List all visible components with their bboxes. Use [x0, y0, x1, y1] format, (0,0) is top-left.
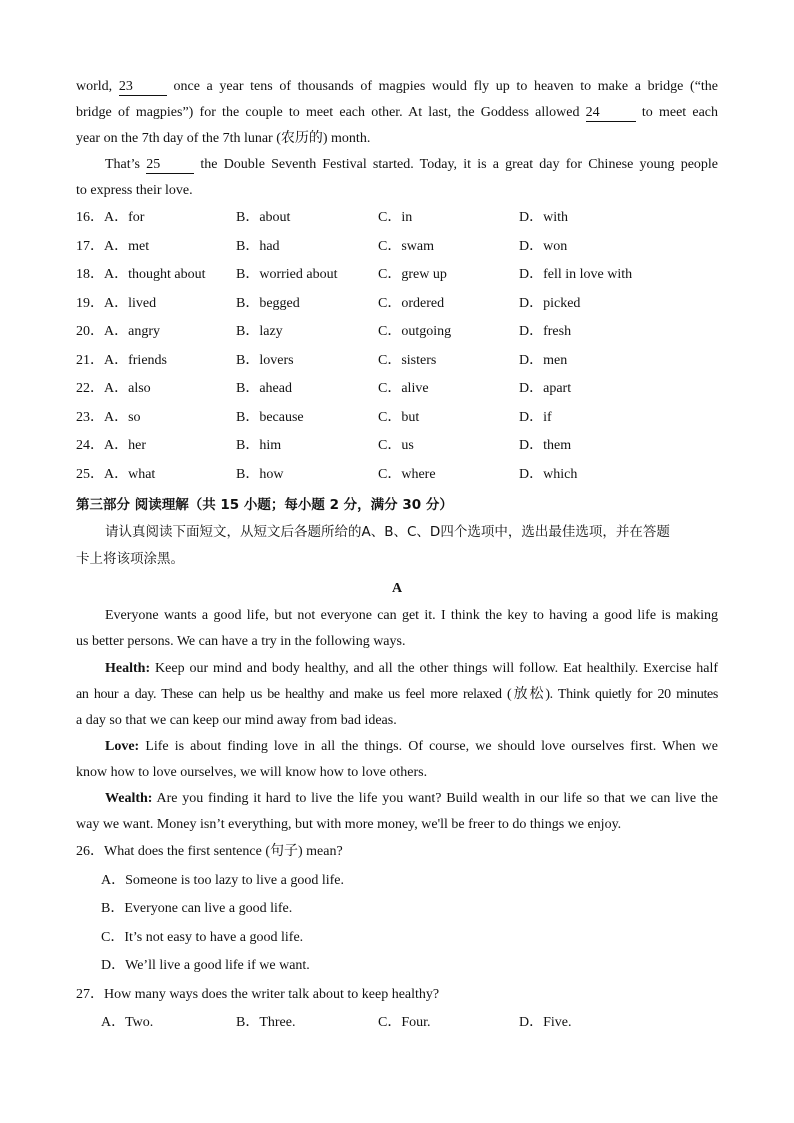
cloze-line: to express their love. [76, 183, 193, 198]
question-26 [76, 838, 718, 981]
option-b: B．him [236, 438, 282, 453]
option-a: A．met [104, 238, 150, 254]
love-label: Love: [105, 739, 140, 754]
cloze-text: That’s [105, 157, 140, 172]
option-row-27 [76, 1009, 718, 1038]
option-b: B．begged [236, 295, 300, 311]
passage-line [76, 786, 718, 812]
option-c: C．It’s not easy to have a good life. [101, 929, 304, 945]
option-a: A．what [104, 466, 156, 482]
section-instruction [76, 519, 718, 546]
cloze-text: to meet each [641, 105, 719, 120]
cloze-text: once a year tens of thousands of magpies would fly up to heaven to make a bridge (“the [173, 79, 719, 94]
option-row-25 [76, 461, 718, 490]
reading-passage [76, 603, 718, 838]
section-instruction: 卡上将该项涂黑。 [76, 551, 184, 567]
passage-line [76, 656, 718, 682]
passage-line: way we want. Money isn’t everything, but with more money, we'll be freer to do things we enjoy. [76, 817, 622, 832]
option-row-19 [76, 290, 718, 319]
option-c: C．in [378, 210, 413, 225]
option-d: D．men [519, 352, 568, 368]
option-a: A．for [104, 210, 145, 225]
option-a: A．her [104, 438, 146, 453]
option-d: D．them [519, 438, 572, 453]
blank-23: 23 [119, 79, 167, 96]
blank-24: 24 [586, 105, 636, 122]
question-number: 21． [76, 352, 104, 368]
option-b: B．lazy [236, 324, 283, 339]
exam-page [76, 74, 718, 1038]
question-number: 16． [76, 210, 104, 225]
question-number: 22． [76, 381, 104, 396]
option-c: C．where [378, 466, 436, 482]
question-number: 17． [76, 238, 104, 254]
option-b: B．Three. [236, 1015, 296, 1030]
cloze-line: year on the 7th day of the 7th lunar (农历的) month. [76, 131, 371, 146]
option-d: D．which [519, 466, 578, 482]
option-b: B．because [236, 409, 304, 425]
option-row-23 [76, 404, 718, 433]
option-d: D．We’ll live a good life if we want. [101, 958, 310, 973]
passage-line [76, 734, 718, 760]
passage-text: Are you finding it hard to live the life you want? Build wealth in our life so that we can live the [156, 791, 718, 806]
option-d: D．with [519, 210, 568, 225]
option-row-20 [76, 318, 718, 347]
option-row-17 [76, 233, 718, 262]
passage-label: A [391, 581, 403, 596]
question-number: 25． [76, 466, 104, 482]
question-stem: 27．How many ways does the writer talk about to keep healthy? [76, 986, 440, 1002]
instruction-text: 请认真阅读下面短文，从短文后各题所给的A、B、C、D四个选项中，选出最佳选项，并在答题 [105, 524, 670, 540]
option-row-21 [76, 347, 718, 376]
option-c: C．swam [378, 238, 434, 254]
option-a: A．also [104, 381, 151, 396]
option-a: A．lived [104, 295, 157, 311]
option-c: C．sisters [378, 352, 437, 368]
passage-text: Life is about finding love in all the things. Of course, we should love ourselves first. When we [145, 739, 719, 754]
option-a: A．Two. [101, 1015, 154, 1030]
passage-line: Everyone wants a good life, but not everyone can get it. I think the key to having a good life is making [105, 608, 718, 623]
option-d: D．won [519, 238, 568, 254]
option-a: A．thought about [104, 267, 206, 282]
option-b: B．had [236, 238, 280, 254]
option-row-18 [76, 261, 718, 290]
section-title: 第三部分 阅读理解（共 15 小题；每小题 2 分，满分 30 分） [76, 497, 453, 513]
blank-25: 25 [146, 157, 194, 174]
option-d: D．Five. [519, 1015, 572, 1030]
option-b: B．how [236, 466, 284, 482]
health-label: Health: [105, 661, 151, 676]
cloze-text: the Double Seventh Festival started. Today, it is a great day for Chinese young people [200, 157, 719, 172]
option-row-16 [76, 204, 718, 233]
question-number: 20． [76, 324, 104, 339]
question-number: 24． [76, 438, 104, 453]
wealth-label: Wealth: [105, 791, 153, 806]
option-a: A．friends [104, 352, 167, 368]
option-a: A．angry [104, 324, 160, 339]
option-c: C．alive [378, 381, 429, 396]
cloze-line [76, 152, 718, 178]
option-b: B．worried about [236, 267, 338, 282]
passage-line: an hour a day. These can help us be healthy and make us feel more relaxed (放松). Think quietly for 20 minutes [76, 687, 718, 702]
option-c: C．Four. [378, 1015, 431, 1030]
question-27 [76, 981, 718, 1038]
option-a: A．so [104, 409, 141, 425]
question-stem: 26．What does the first sentence (句子) mean? [76, 844, 343, 859]
passage-line: a day so that we can keep our mind away from bad ideas. [76, 713, 397, 728]
option-row-24 [76, 432, 718, 461]
passage-text: Keep our mind and body healthy, and all the other things will follow. Eat healthily. Exercise half [155, 661, 718, 676]
option-b: B．Everyone can live a good life. [101, 901, 293, 916]
option-d: D．apart [519, 381, 572, 396]
cloze-line [76, 74, 718, 100]
question-number: 18． [76, 267, 104, 282]
option-c: C．outgoing [378, 324, 452, 339]
option-a: A．Someone is too lazy to live a good life. [101, 872, 345, 888]
option-b: B．about [236, 210, 291, 225]
cloze-text: world, [76, 79, 113, 94]
option-b: B．ahead [236, 381, 292, 396]
cloze-line [76, 100, 718, 126]
option-c: C．but [378, 409, 420, 425]
option-d: D．fell in love with [519, 267, 633, 282]
option-row-22 [76, 375, 718, 404]
cloze-passage [76, 74, 718, 204]
cloze-options [76, 204, 718, 489]
option-c: C．us [378, 438, 414, 453]
option-c: C．grew up [378, 267, 447, 282]
option-b: B．lovers [236, 352, 294, 368]
option-c: C．ordered [378, 295, 445, 311]
option-d: D．fresh [519, 324, 572, 339]
question-number: 23． [76, 409, 104, 425]
passage-line: know how to love ourselves, we will know how to love others. [76, 765, 428, 780]
question-number: 19． [76, 295, 104, 311]
cloze-text: bridge of magpies”) for the couple to meet each other. At last, the Goddess allowed [76, 105, 580, 120]
passage-line: us better persons. We can have a try in the following ways. [76, 634, 406, 649]
option-d: D．picked [519, 295, 581, 311]
option-d: D．if [519, 409, 552, 425]
